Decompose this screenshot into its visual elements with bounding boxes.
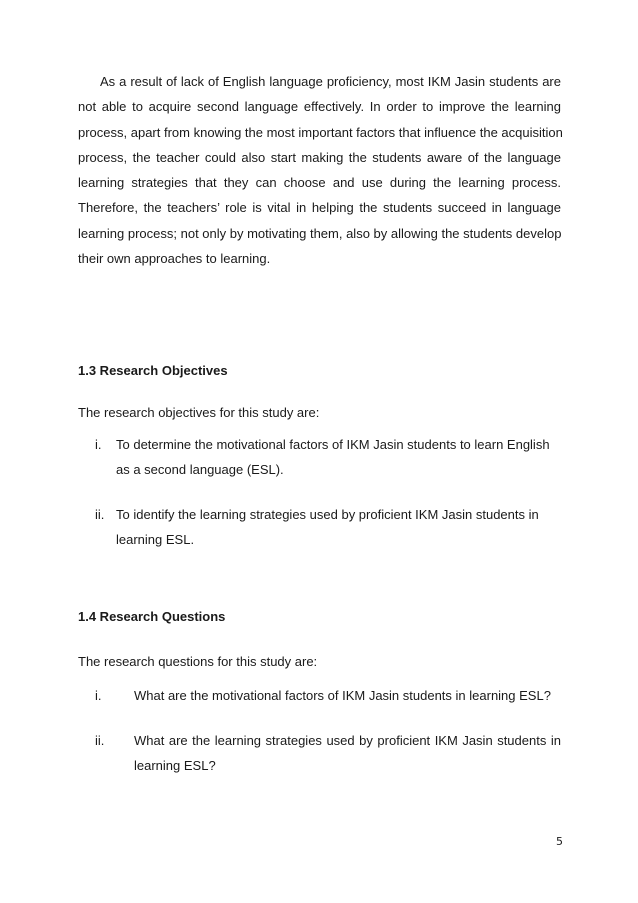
- paragraph-line: their own approaches to learning.: [78, 251, 271, 267]
- question-item: [134, 728, 561, 778]
- list-numeral: ii.: [95, 733, 105, 748]
- objectives-heading: 1.3 Research Objectives: [78, 363, 228, 378]
- list-item-line: To identify the learning strategies used by proficient IKM Jasin students in: [116, 507, 539, 522]
- intro-paragraph: [78, 69, 561, 271]
- paragraph-line: As a result of lack of English language proficiency, most IKM Jasin students are: [100, 74, 561, 89]
- list-numeral: ii.: [95, 507, 105, 522]
- questions-intro: The research questions for this study are:: [78, 654, 318, 669]
- list-numeral: i.: [95, 688, 102, 703]
- paragraph-line: process, the teacher could also start making the students aware of the language: [78, 149, 561, 165]
- list-item-line: learning ESL.: [116, 532, 195, 547]
- paragraph-line: process, apart from knowing the most important factors that influence the acquisition: [78, 124, 563, 140]
- list-item-line: learning ESL?: [134, 758, 216, 773]
- list-item-line: What are the learning strategies used by proficient IKM Jasin students in: [134, 733, 561, 748]
- list-item-line: What are the motivational factors of IKM Jasin students in learning ESL?: [134, 688, 551, 703]
- page-number: 5: [556, 835, 563, 848]
- paragraph-line: learning strategies that they can choose and use during the learning process.: [78, 175, 561, 191]
- objective-item: [116, 502, 556, 552]
- list-numeral: i.: [95, 437, 102, 452]
- question-item: [134, 683, 561, 708]
- paragraph-line: not able to acquire second language effectively. In order to improve the learning: [78, 99, 561, 115]
- objective-item: [116, 432, 556, 482]
- objectives-intro: The research objectives for this study are:: [78, 405, 320, 420]
- paragraph-line: Therefore, the teachers’ role is vital in helping the students succeed in language: [78, 200, 561, 216]
- questions-heading: 1.4 Research Questions: [78, 609, 226, 624]
- paragraph-line: learning process; not only by motivating them, also by allowing the students develop: [78, 225, 562, 241]
- list-item-line: To determine the motivational factors of IKM Jasin students to learn English: [116, 437, 550, 452]
- list-item-line: as a second language (ESL).: [116, 462, 284, 477]
